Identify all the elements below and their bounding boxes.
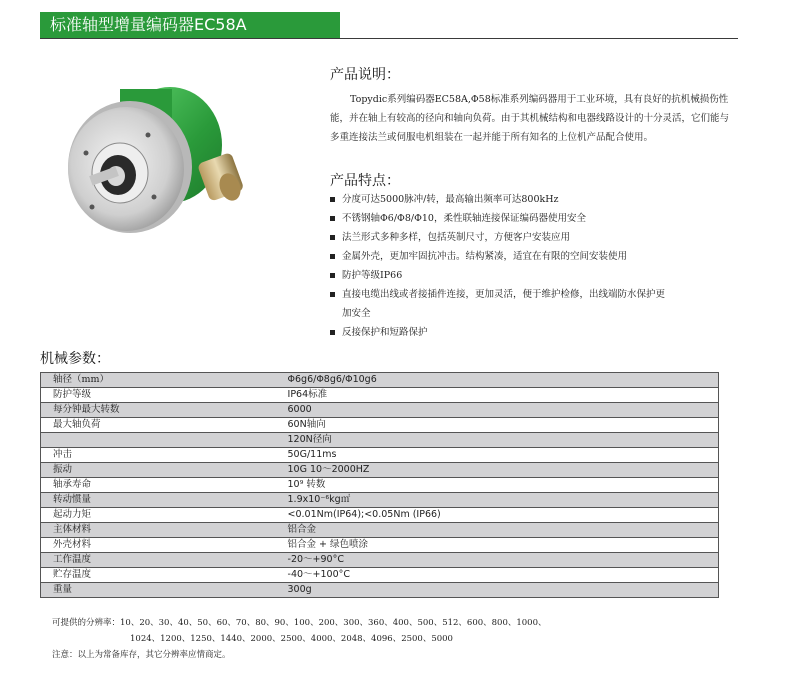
- param-label: 轴承寿命: [41, 478, 120, 493]
- param-value: 铝合金: [120, 523, 719, 538]
- encoder-product-image: [60, 75, 250, 245]
- param-label: 每分钟最大转数: [41, 403, 120, 418]
- mechanical-heading: 机械参数：: [40, 351, 110, 367]
- mechanical-params-table: [40, 372, 719, 598]
- bullet-icon: [330, 254, 335, 259]
- param-label: 外壳材料: [41, 538, 120, 553]
- param-label: [41, 433, 120, 448]
- resolutions-list: 可提供的分辨率：10、20、30、40、50、60、70、80、90、100、200、300、360、400、500、512、600、800、1000、: [52, 618, 547, 628]
- param-value: 50G/11ms: [120, 448, 719, 463]
- param-value: 120N径向: [120, 433, 719, 448]
- feature-item: 金属外壳，更加牢固抗冲击。结构紧凑，适宜在有限的空间安装使用: [330, 247, 730, 266]
- params-row: [41, 523, 719, 538]
- params-row: [41, 583, 719, 598]
- param-value: 铝合金 + 绿色喷涂: [120, 538, 719, 553]
- bullet-icon: [330, 235, 335, 240]
- feature-item: 分度可达5000脉冲/转，最高输出频率可达800kHz: [330, 190, 730, 209]
- product-description: Topydic系列编码器EC58A,Φ58标准系列编码器用于工业环境，具有良好的抗机械损伤性能，并在轴上有较高的径向和轴向负荷。由于其机械结构和电器线路设计的十分灵活，它们能与多重连接法兰或伺服电机组装在一起并能于所有知名的上位机产品配合使用。: [330, 94, 730, 143]
- param-label: 最大轴负荷: [41, 418, 120, 433]
- param-label: 主体材料: [41, 523, 120, 538]
- params-row: [41, 388, 719, 403]
- feature-item: 不锈钢轴Φ6/Φ8/Φ10，柔性联轴连接保证编码器使用安全: [330, 209, 730, 228]
- description-heading: 产品说明：: [330, 67, 400, 83]
- param-value: -40～+100°C: [120, 568, 719, 583]
- page-title-bar: [40, 12, 340, 38]
- param-label: 贮存温度: [41, 568, 120, 583]
- param-label: 冲击: [41, 448, 120, 463]
- params-row: [41, 478, 719, 493]
- params-row: [41, 463, 719, 478]
- params-row: [41, 538, 719, 553]
- param-label: 工作温度: [41, 553, 120, 568]
- feature-item: 直接电缆出线或者接插件连接，更加灵活，便于维护检修，出线端防水保护更加安全: [330, 285, 672, 323]
- params-row: [41, 493, 719, 508]
- param-label: 轴径（mm）: [41, 373, 120, 388]
- param-label: 防护等级: [41, 388, 120, 403]
- params-row: [41, 433, 719, 448]
- features-list: [330, 190, 730, 342]
- param-value: 1.9x10⁻⁶kg㎡: [120, 493, 719, 508]
- params-row: [41, 373, 719, 388]
- bullet-icon: [330, 292, 335, 297]
- feature-item: 防护等级IP66: [330, 266, 730, 285]
- params-row: [41, 418, 719, 433]
- page-title: 标准轴型增量编码器EC58A: [50, 15, 247, 34]
- param-value: <0.01Nm(IP64);<0.05Nm (IP66): [120, 508, 719, 523]
- resolutions-list-cont: 1024、1200、1250、1440、2000、2500、4000、2048、4096、2500、5000: [130, 634, 453, 644]
- title-divider: [40, 38, 738, 39]
- bullet-icon: [330, 273, 335, 278]
- feature-item: 反接保护和短路保护: [330, 323, 730, 342]
- param-value: Φ6g6/Φ8g6/Φ10g6: [120, 373, 719, 388]
- params-row: [41, 553, 719, 568]
- param-label: 振动: [41, 463, 120, 478]
- params-row: [41, 403, 719, 418]
- stock-note: 注意：以上为常备库存，其它分辨率应情商定。: [52, 650, 231, 660]
- param-value: IP64标准: [120, 388, 719, 403]
- params-row: [41, 508, 719, 523]
- param-label: 起动力矩: [41, 508, 120, 523]
- param-value: 60N轴向: [120, 418, 719, 433]
- features-heading: 产品特点：: [330, 173, 400, 189]
- bullet-icon: [330, 197, 335, 202]
- param-value: 10G 10～2000HZ: [120, 463, 719, 478]
- param-label: 重量: [41, 583, 120, 598]
- param-label: 转动惯量: [41, 493, 120, 508]
- bullet-icon: [330, 330, 335, 335]
- param-value: 10⁹ 转数: [120, 478, 719, 493]
- bullet-icon: [330, 216, 335, 221]
- feature-item: 法兰形式多种多样，包括英制尺寸，方便客户安装应用: [330, 228, 730, 247]
- params-row: [41, 448, 719, 463]
- param-value: 6000: [120, 403, 719, 418]
- param-value: -20～+90°C: [120, 553, 719, 568]
- param-value: 300g: [120, 583, 719, 598]
- params-row: [41, 568, 719, 583]
